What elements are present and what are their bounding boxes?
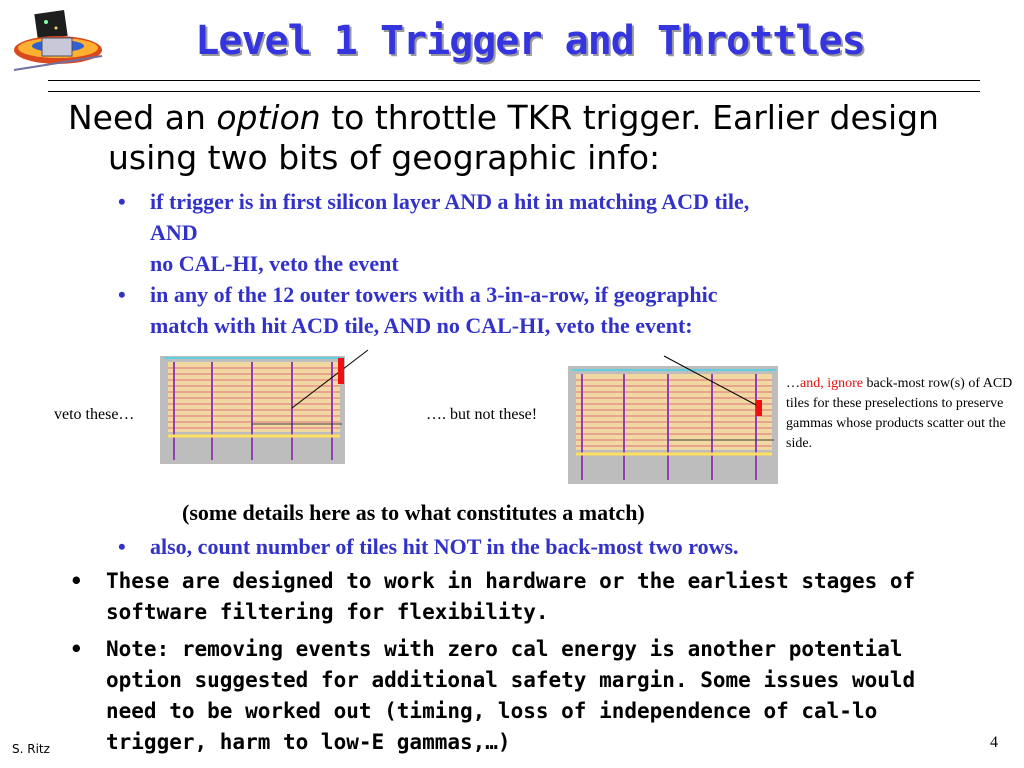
bullet-glyph: • bbox=[70, 569, 83, 593]
slide-title: Level 1 Trigger and Throttles bbox=[195, 18, 865, 64]
lead-part1: Need an bbox=[68, 98, 217, 137]
title-rule-top bbox=[48, 80, 980, 81]
side-note-prefix: … bbox=[786, 376, 800, 391]
bullet-glyph: • bbox=[118, 189, 126, 214]
lead-italic: option bbox=[216, 98, 321, 137]
sub-bullet-2-line1: in any of the 12 outer towers with a 3-in-a-row, if geographic bbox=[150, 282, 718, 307]
detector-diagram-no-veto bbox=[568, 352, 784, 486]
bullet-glyph: • bbox=[70, 637, 83, 661]
side-note bbox=[786, 374, 1016, 454]
sub-bullet-1-line3: no CAL-HI, veto the event bbox=[150, 251, 399, 276]
bullet-glyph: • bbox=[118, 534, 126, 559]
sub-bullet-3-text: also, count number of tiles hit NOT in the back-most two rows. bbox=[150, 534, 739, 559]
page-number: 4 bbox=[990, 734, 998, 751]
main-bullet-2-text: Note: removing events with zero cal energy is another potential option suggested for additional safety margin. Some issues would need to be worked out (timing, loss of independence of cal-lo trigger, harm to low-E gammas,…) bbox=[106, 637, 916, 754]
bullet-glyph: • bbox=[118, 282, 126, 307]
lead-part2: to throttle TKR trigger. Earlier design using two bits of geographic info: bbox=[108, 98, 939, 177]
detector-diagram-veto bbox=[160, 348, 376, 466]
main-bullet-1 bbox=[70, 566, 956, 628]
main-bullet-1-text: These are designed to work in hardware or the earliest stages of software filtering for flexibility. bbox=[106, 569, 916, 624]
sub-bullet-1 bbox=[118, 186, 940, 279]
glast-satellite-logo bbox=[6, 8, 110, 80]
sub-bullet-1-line1: if trigger is in first silicon layer AND a hit in matching ACD tile, bbox=[150, 189, 750, 214]
sub-bullet-1-line2: AND bbox=[150, 220, 198, 245]
main-bullet-2 bbox=[70, 634, 956, 758]
details-note: (some details here as to what constitutes a match) bbox=[182, 500, 645, 525]
title-rule-bottom bbox=[48, 91, 980, 92]
sub-bullet-2-line2: match with hit ACD tile, AND no CAL-HI, veto the event: bbox=[150, 313, 693, 338]
sub-bullet-2 bbox=[118, 279, 940, 341]
footer-author: S. Ritz bbox=[12, 742, 50, 756]
sub-bullet-3 bbox=[118, 531, 940, 562]
not-veto-caption: …. but not these! bbox=[426, 406, 538, 423]
side-note-highlight: and, ignore bbox=[800, 376, 863, 391]
side-note-text: back-most row(s) of ACD tiles for these preselections to preserve gammas whose products scatter out the side. bbox=[786, 376, 1013, 451]
veto-caption: veto these… bbox=[54, 406, 135, 423]
lead-paragraph bbox=[68, 98, 1024, 178]
